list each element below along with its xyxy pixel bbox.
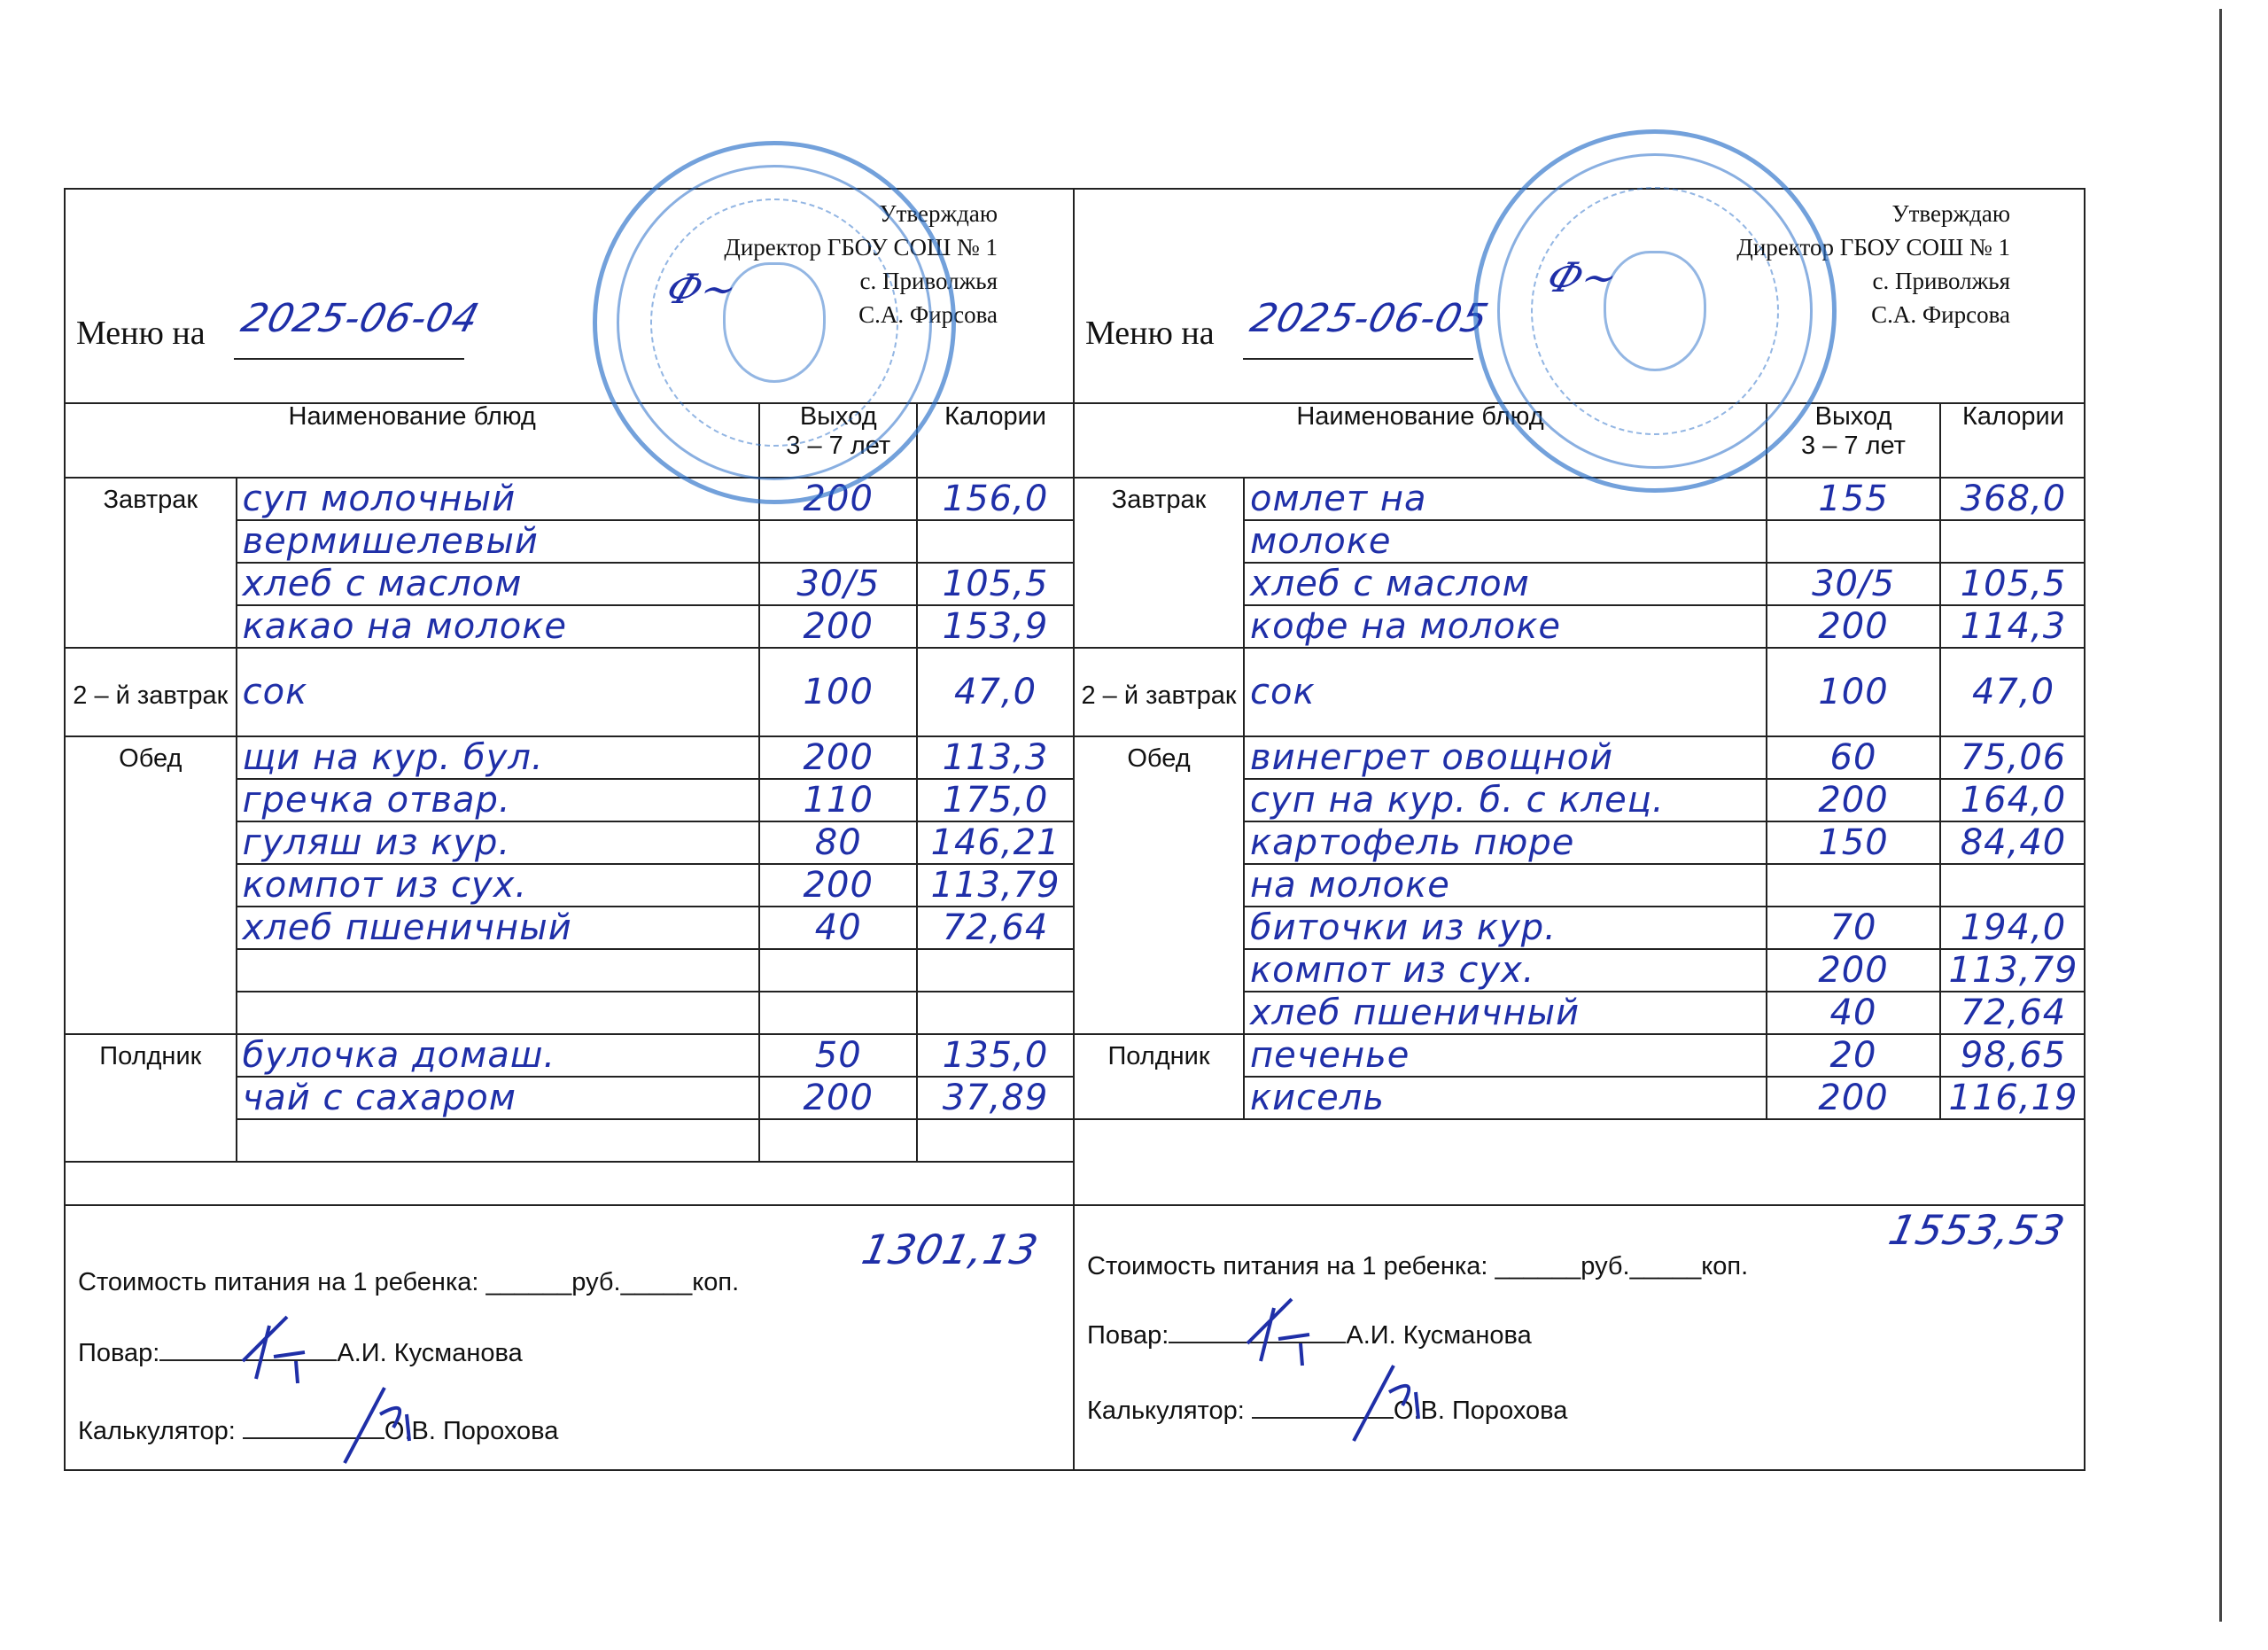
yield-cell [759,949,917,992]
calories-cell: 114,3 [1940,605,2085,648]
cook-signature-line: Повар: А.И. Кусманова [78,1339,523,1367]
cook-signature [1239,1290,1345,1370]
menu-footer [1075,1204,2085,1475]
dish-cell: суп молочный [237,478,760,520]
calories-cell: 84,40 [1940,821,2085,864]
approval-title: Утверждаю [879,200,998,227]
yield-cell: 200 [759,736,917,779]
calories-cell: 194,0 [1940,907,2085,949]
dish-cell [237,1119,760,1162]
yield-cell: 50 [759,1034,917,1077]
director-signature: Ф~ [1540,253,1626,301]
dish-cell: печенье [1244,1034,1767,1077]
col-yield-header: Выход 3 – 7 лет [759,402,917,478]
yield-cell: 200 [1767,949,1940,992]
total-calories: 1301,13 [858,1226,1043,1273]
table-row [66,648,1073,736]
dish-cell: суп на кур. б. с клец. [1244,779,1767,821]
yield-cell [759,1119,917,1162]
dish-cell: кофе на молоке [1244,605,1767,648]
cook-signature-line: Повар: А.И. Кусманова [1087,1321,1532,1350]
menu-right [1075,190,2085,1469]
calories-cell [917,949,1073,992]
calories-cell: 98,65 [1940,1034,2085,1077]
dish-cell: кисель [1244,1077,1767,1119]
table-row [66,736,1073,779]
calories-cell: 72,64 [1940,992,2085,1034]
yield-cell: 200 [759,1077,917,1119]
meal-label-snack: Полдник [1075,1034,1244,1119]
yield-cell: 200 [1767,1077,1940,1119]
col-yield-header: Выход 3 – 7 лет [1767,402,1940,478]
table-row [66,478,1073,520]
table-row [66,1034,1073,1077]
yield-cell: 40 [759,907,917,949]
yield-cell: 155 [1767,478,1940,520]
approval-position: Директор ГБОУ СОШ № 1 [724,234,998,261]
calories-cell [917,520,1073,563]
table-row [1075,736,2085,779]
calories-cell: 75,06 [1940,736,2085,779]
dish-cell: щи на кур. бул. [237,736,760,779]
dish-cell: хлеб пшеничный [1244,992,1767,1034]
calories-cell: 116,19 [1940,1077,2085,1119]
dish-cell: вермишелевый [237,520,760,563]
meal-label-snack: Полдник [66,1034,237,1162]
director-signature: Ф~ [659,265,745,313]
meal-label-second-breakfast: 2 – й завтрак [1075,648,1244,736]
dish-cell: чай с сахаром [237,1077,760,1119]
calculator-signature-line: Калькулятор: О.В. Порохова [78,1417,559,1445]
calculator-signature [1340,1357,1447,1445]
dish-cell: сок [1244,648,1767,736]
yield-cell: 80 [759,821,917,864]
yield-cell [759,520,917,563]
dish-cell: хлеб пшеничный [237,907,760,949]
calories-cell: 47,0 [1940,648,2085,736]
calories-cell: 153,9 [917,605,1073,648]
table-row [1075,1034,2085,1077]
calculator-signature-line: Калькулятор: О.В. Порохова [1087,1397,1568,1425]
dish-cell: хлеб с маслом [237,563,760,605]
cook-signature [234,1308,340,1388]
calories-cell: 368,0 [1940,478,2085,520]
approval-location: с. Приволжья [859,268,998,294]
calories-cell: 72,64 [917,907,1073,949]
yield-cell: 60 [1767,736,1940,779]
yield-cell: 20 [1767,1034,1940,1077]
yield-cell: 30/5 [759,563,917,605]
menu-table [1075,402,2085,1120]
yield-cell: 200 [1767,605,1940,648]
meal-label-lunch: Обед [1075,736,1244,1034]
calories-cell: 164,0 [1940,779,2085,821]
menu-date: 2025-06-05 [1246,296,1494,341]
dish-cell: на молоке [1244,864,1767,907]
menu-sheet [64,188,2085,1471]
total-calories: 1553,53 [1884,1206,2070,1254]
meal-label-lunch: Обед [66,736,237,1034]
calories-cell: 47,0 [917,648,1073,736]
calories-cell: 113,79 [917,864,1073,907]
dish-cell: хлеб с маслом [1244,563,1767,605]
col-calories-header: Калории [917,402,1073,478]
calories-cell: 105,5 [1940,563,2085,605]
dish-cell: какао на молоке [237,605,760,648]
calories-cell: 175,0 [917,779,1073,821]
meal-label-breakfast: Завтрак [1075,478,1244,648]
dish-cell: булочка домаш. [237,1034,760,1077]
menu-date-label: Меню на [1085,315,1215,352]
calories-cell: 113,3 [917,736,1073,779]
yield-cell: 100 [759,648,917,736]
dish-cell: биточки из кур. [1244,907,1767,949]
yield-cell: 150 [1767,821,1940,864]
menu-footer [66,1204,1073,1475]
calories-cell: 135,0 [917,1034,1073,1077]
yield-cell: 70 [1767,907,1940,949]
calories-cell [1940,864,2085,907]
dish-cell: компот из сух. [237,864,760,907]
approval-location: с. Приволжья [1872,268,2010,294]
meal-label-breakfast: Завтрак [66,478,237,648]
dish-cell: винегрет овощной [1244,736,1767,779]
dish-cell [237,992,760,1034]
yield-cell: 200 [1767,779,1940,821]
calories-cell [917,992,1073,1034]
yield-cell: 30/5 [1767,563,1940,605]
calories-cell: 156,0 [917,478,1073,520]
scan-edge-line [2219,9,2222,1622]
dish-cell: омлет на [1244,478,1767,520]
col-calories-header: Калории [1940,402,2085,478]
approval-name: С.А. Фирсова [1871,301,2010,328]
col-dish-header: Наименование блюд [1075,402,1767,478]
dish-cell: компот из сух. [1244,949,1767,992]
menu-date: 2025-06-04 [237,296,485,341]
yield-cell [759,992,917,1034]
yield-cell: 200 [759,864,917,907]
dish-cell: гречка отвар. [237,779,760,821]
dish-cell: картофель пюре [1244,821,1767,864]
yield-cell: 100 [1767,648,1940,736]
dish-cell: молоке [1244,520,1767,563]
approval-position: Директор ГБОУ СОШ № 1 [1736,234,2010,261]
official-stamp [593,141,956,504]
col-dish-header: Наименование блюд [66,402,759,478]
yield-cell: 200 [759,478,917,520]
calories-cell: 146,21 [917,821,1073,864]
calories-cell [917,1119,1073,1162]
dish-cell: гуляш из кур. [237,821,760,864]
official-stamp [1473,129,1837,493]
table-row [1075,478,2085,520]
yield-cell: 40 [1767,992,1940,1034]
cost-per-child: Стоимость питания на 1 ребенка: ______руб._____коп. [1087,1252,1749,1280]
cost-per-child: Стоимость питания на 1 ребенка: ______руб._____коп. [78,1268,740,1296]
meal-label-second-breakfast: 2 – й завтрак [66,648,237,736]
calories-cell: 105,5 [917,563,1073,605]
calories-cell: 37,89 [917,1077,1073,1119]
menu-left [66,190,1075,1469]
calories-cell [1940,520,2085,563]
menu-date-label: Меню на [76,315,206,352]
yield-cell: 110 [759,779,917,821]
dish-cell: сок [237,648,760,736]
menu-table [66,402,1073,1163]
approval-name: С.А. Фирсова [858,301,998,328]
yield-cell: 200 [759,605,917,648]
table-row [1075,648,2085,736]
yield-cell [1767,864,1940,907]
dish-cell [237,949,760,992]
calculator-signature [331,1379,438,1467]
yield-cell [1767,520,1940,563]
calories-cell: 113,79 [1940,949,2085,992]
approval-title: Утверждаю [1891,200,2010,227]
